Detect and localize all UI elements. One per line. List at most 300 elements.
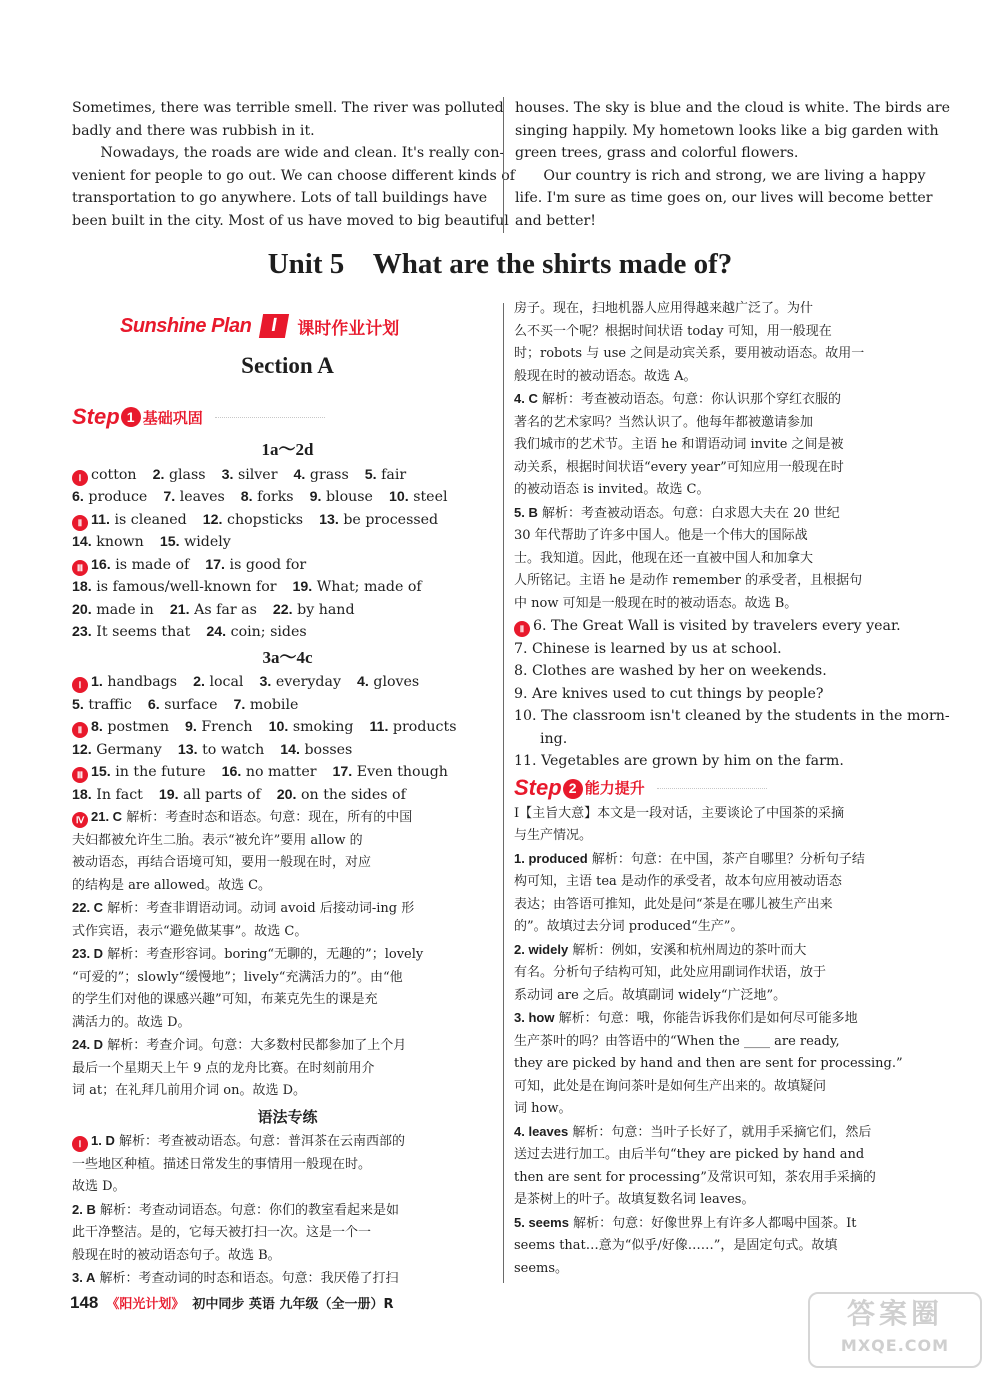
explanation-entry xyxy=(514,1007,936,1121)
answer-line xyxy=(72,599,503,622)
explanation-text: 词 how。 xyxy=(514,1101,572,1116)
answer-item xyxy=(203,512,303,528)
answer-text: no matter xyxy=(245,764,317,780)
answer-text: It seems that xyxy=(96,624,191,640)
explanation-text: 词 at；在礼拜几前用介词 on。故选 D。 xyxy=(72,1083,306,1098)
explanation-entry xyxy=(72,1199,503,1268)
item-number: 20. xyxy=(276,786,297,803)
explanation-text: 30 年代帮助了许多中国人。他是一个伟大的国际战 xyxy=(514,528,808,543)
explanation-entry xyxy=(514,939,936,1008)
explanation-text: 一些地区种植。描述日常发生的事情用一般现在时。 xyxy=(72,1156,372,1172)
explanation-text: 式作宾语，表示“避免做某事”。故选 C。 xyxy=(72,923,308,939)
answer-item xyxy=(389,489,448,505)
sunshine-plan-cn: 课时作业计划 xyxy=(297,318,400,339)
answer-text: mobile xyxy=(249,696,299,713)
explanation-line xyxy=(72,967,503,990)
rewrite-text: 6. The Great Wall is visited by travelers every year. xyxy=(533,618,901,634)
step-cn-label: 基础巩固 xyxy=(142,408,203,427)
continued-explanation xyxy=(514,298,936,388)
step-word: Step xyxy=(72,404,120,429)
explanation-text: 表达；由答语可推知，此处是问“茶是在哪儿被生产出来 xyxy=(514,896,833,912)
passage-line: life. I'm sure as time goes on, our lives will become better xyxy=(515,190,933,206)
intro-line: Ⅰ【主旨大意】本文是一段对话，主要谈论了中国茶的采摘 xyxy=(514,805,845,821)
explanation-line xyxy=(514,848,936,872)
item-number: 19. xyxy=(292,579,313,595)
passage-line: green trees, grass and colorful flowers. xyxy=(515,145,799,161)
explanation-entry xyxy=(514,388,936,502)
explanation-text: 的学生们对他的课感兴趣”可知，布莱克先生的课是充 xyxy=(72,992,378,1007)
item-number: 16. xyxy=(91,556,111,573)
grammar-answers-left xyxy=(72,1130,503,1291)
answer-item xyxy=(241,489,294,505)
step-number: 2 xyxy=(563,779,583,799)
answer-line xyxy=(72,621,503,644)
answer-text: glass xyxy=(168,466,206,483)
explanation-line xyxy=(72,830,503,853)
item-number: 4. leaves xyxy=(514,1123,569,1139)
answer-text: made in xyxy=(96,601,154,618)
roman-marker: Ⅰ xyxy=(72,677,88,693)
answer-item xyxy=(269,719,354,735)
explanation-text: 夫妇都被允许生二胎。表示“被允许”要用 allow 的 xyxy=(72,832,363,848)
explanation-text: 解析：考查形容词。boring“无聊的，无趣的”；lovely xyxy=(107,947,424,962)
rewrite-line xyxy=(514,638,936,661)
rewrite-line xyxy=(514,705,950,728)
answer-item xyxy=(277,787,406,803)
answer-text: by hand xyxy=(297,601,355,618)
answer-item xyxy=(170,602,257,618)
explanation-entry xyxy=(72,897,503,943)
explanation-line xyxy=(514,1258,936,1281)
answer-item xyxy=(365,467,406,483)
answer-item xyxy=(185,719,253,735)
answer-item xyxy=(293,579,422,595)
explanation-line xyxy=(72,875,503,898)
explanation-text: 解析：考查被动语态。句意：白求恩大夫在 20 世纪 xyxy=(541,505,840,521)
answer-text: handbags xyxy=(107,674,178,690)
explanation-text: 解析：考查动词语态。句意：你们的教室看起来是如 xyxy=(99,1202,399,1218)
item-number: 17. xyxy=(332,764,353,780)
explanation-text: 解析：句意：在中国，茶产自哪里？分析句子结 xyxy=(591,851,865,867)
item-number: 1. xyxy=(91,674,103,690)
explanation-line xyxy=(72,1245,503,1268)
item-number: 10. xyxy=(268,719,289,735)
sunshine-plan-banner xyxy=(120,313,399,339)
explanation-line xyxy=(72,921,503,944)
answer-item xyxy=(206,624,306,640)
passage-line: transportation to go anywhere. Lots of tall buildings have xyxy=(72,190,488,206)
item-number: 23. D xyxy=(72,946,104,961)
answer-item xyxy=(259,674,341,690)
explanation-text: 故选 D。 xyxy=(72,1179,126,1194)
explanation-line xyxy=(514,894,936,917)
answer-line xyxy=(72,554,503,577)
answer-text: local xyxy=(209,674,244,690)
answer-text: postmen xyxy=(107,719,169,735)
rewrite-line xyxy=(514,750,936,773)
answer-text: in the future xyxy=(115,764,206,780)
item-number: 14. xyxy=(280,741,300,758)
explanation-entry xyxy=(72,1034,503,1103)
part2-explanations xyxy=(72,806,503,1103)
explanation-line xyxy=(72,1034,503,1058)
step1-header xyxy=(72,403,325,431)
item-number: 1. produced xyxy=(514,850,588,866)
item-number: 15. xyxy=(91,764,111,780)
rewrite-text: 7. Chinese is learned by us at school. xyxy=(514,640,782,657)
step-dotted-line xyxy=(657,788,767,789)
item-number: 3. xyxy=(221,466,234,483)
explanation-line xyxy=(514,502,936,526)
explanation-line: 时；robots 与 use 之间是动宾关系，要用被动语态。故用一 xyxy=(514,346,865,361)
explanation-line xyxy=(514,1235,936,1258)
column-divider-main xyxy=(503,303,504,1283)
explanation-text: 送过去进行加工。由后半句“they are picked by hand and xyxy=(514,1147,865,1162)
book-title: 初中同步 英语 九年级（全一册）R xyxy=(192,1297,394,1312)
rewrite-line xyxy=(514,660,936,683)
answer-item xyxy=(319,512,438,528)
roman-marker: Ⅲ xyxy=(72,560,88,576)
explanation-text: 生产茶叶的吗？由答语中的“When the ____ are ready, xyxy=(514,1033,840,1049)
explanation-line xyxy=(514,1212,936,1236)
item-number: 13. xyxy=(177,741,198,758)
item-number: 24. D xyxy=(72,1037,104,1052)
brand-name: 《阳光计划》 xyxy=(106,1297,185,1312)
explanation-line xyxy=(514,1189,936,1212)
explanation-entry xyxy=(72,1267,503,1291)
item-number: 2. B xyxy=(72,1201,96,1217)
item-number: 9. xyxy=(184,719,197,735)
explanation-line xyxy=(72,1154,503,1177)
explanation-text: 最后一个星期天上午 9 点的龙舟比赛。在时刻前用介 xyxy=(72,1060,375,1076)
answer-line xyxy=(72,509,503,532)
item-number: 22. xyxy=(272,601,293,618)
answer-item xyxy=(72,602,154,618)
answer-item xyxy=(163,489,224,505)
answer-item xyxy=(72,697,132,713)
part1-answers xyxy=(72,464,503,644)
passage-line: badly and there was rubbish in it. xyxy=(72,122,315,139)
answer-line xyxy=(72,671,503,694)
item-number: 3. xyxy=(259,674,272,690)
answer-item xyxy=(72,534,144,550)
item-number: 13. xyxy=(319,511,339,528)
explanation-text: 的被动语态 is invited。故选 C。 xyxy=(514,482,710,497)
explanation-text: 人所铭记。主语 he 是动作 remember 的承受者，且根据句 xyxy=(514,573,863,588)
item-number: 5. xyxy=(72,696,84,713)
explanation-line xyxy=(72,1199,503,1223)
answer-text: leaves xyxy=(179,489,225,505)
explanation-line xyxy=(514,479,936,502)
answer-item xyxy=(333,764,448,780)
answer-line xyxy=(72,531,503,554)
explanation-text: 我们城市的艺术节。主语 he 和谓语动词 invite 之间是被 xyxy=(514,437,844,452)
answer-text: is good for xyxy=(229,556,307,573)
top-passage-left xyxy=(72,97,516,232)
explanation-text: 著名的艺术家吗？当然认识了。他每年都被邀请参加 xyxy=(514,414,814,430)
item-number: 9. xyxy=(309,489,322,505)
top-passage-right xyxy=(515,97,951,232)
answer-item xyxy=(72,787,143,803)
explanation-entry xyxy=(72,943,503,1034)
explanation-line xyxy=(72,1176,503,1199)
explanation-line xyxy=(514,1007,936,1031)
answer-item xyxy=(222,764,317,780)
answer-text: all parts of xyxy=(183,786,261,803)
answer-text: everyday xyxy=(275,674,341,690)
answer-line xyxy=(72,486,503,509)
column-divider-top xyxy=(503,97,504,233)
answer-line xyxy=(72,694,503,717)
explanation-entry xyxy=(72,1130,503,1199)
answer-text: traffic xyxy=(88,696,132,713)
explanation-line xyxy=(514,388,936,412)
item-number: 7. xyxy=(163,489,176,505)
explanation-text: 解析：句意：好像世界上有许多人都喝中国茶。It xyxy=(573,1215,857,1231)
explanation-text: 解析：考查介词。句意：大多数村民都参加了上个月 xyxy=(107,1038,407,1053)
passage-line: singing happily. My hometown looks like a big garden with xyxy=(515,122,939,139)
item-number: 2. widely xyxy=(514,941,569,957)
explanation-line xyxy=(514,1098,936,1121)
section-title: Section A xyxy=(241,353,334,378)
explanation-line: 房子。现在，扫地机器人应用得越来越广泛了。为什 xyxy=(514,301,814,316)
item-number: 5. seems xyxy=(514,1214,569,1230)
answer-text: French xyxy=(201,719,253,735)
explanation-text: 构可知，主语 tea 是动作的承受者，故本句应用被动语态 xyxy=(514,874,842,889)
explanation-line xyxy=(72,989,503,1012)
answer-text: grass xyxy=(309,466,349,483)
explanation-line xyxy=(72,1130,503,1154)
rewrite-line xyxy=(514,615,936,638)
item-number: 17. xyxy=(205,556,226,573)
item-number: 18. xyxy=(72,786,92,803)
explanation-text: 解析：句意：当叶子长好了，就用手采摘它们，然后 xyxy=(572,1124,872,1140)
explanation-text: 般现在时的被动语态句子。故选 B。 xyxy=(72,1247,281,1263)
explanation-line xyxy=(514,1144,936,1167)
right-answers-column xyxy=(514,298,950,1280)
heading-3a-4c: 3a～4c xyxy=(262,647,313,667)
answer-text: is famous/well-known for xyxy=(96,579,277,595)
explanation-line xyxy=(514,412,936,435)
answer-item xyxy=(72,489,147,505)
explanation-line xyxy=(514,434,936,457)
explanation-entry xyxy=(514,1212,936,1281)
step-cn-label: 能力提升 xyxy=(584,779,645,798)
answer-item xyxy=(159,787,261,803)
heading-1a-2d: 1a～2d xyxy=(261,440,314,459)
item-number: 18. xyxy=(72,579,92,595)
watermark xyxy=(808,1292,982,1368)
answer-text: Germany xyxy=(96,741,162,758)
answer-line xyxy=(72,716,503,739)
passage-line: Sometimes, there was terrible smell. The river was polluted xyxy=(72,100,504,116)
left-answers-column xyxy=(72,436,503,1291)
heading-grammar-practice: 语法专练 xyxy=(257,1107,318,1126)
answer-text: smoking xyxy=(292,719,354,735)
answer-text: Even though xyxy=(356,764,448,780)
explanation-text: 解析：例如，安溪和杭州周边的茶叶而大 xyxy=(572,942,807,958)
sunshine-plan-text: Sunshine Plan xyxy=(120,314,252,337)
passage-line: venient for people to go out. We can choose different kinds of xyxy=(72,167,516,184)
item-number: 15. xyxy=(159,534,180,550)
item-number: 16. xyxy=(221,764,242,780)
explanation-line xyxy=(72,897,503,921)
answer-text: coin; sides xyxy=(230,624,307,640)
answer-item xyxy=(91,557,189,573)
watermark-url: MXQE.COM xyxy=(840,1336,950,1355)
step2-answers xyxy=(514,803,936,1281)
answer-item xyxy=(72,742,162,758)
answer-text: be processed xyxy=(343,511,439,528)
explanation-text: seems。 xyxy=(514,1260,569,1276)
answer-text: forks xyxy=(257,489,294,505)
answer-text: silver xyxy=(237,466,278,483)
explanation-entry xyxy=(514,1121,936,1212)
step-number: 1 xyxy=(121,407,141,427)
explanation-text: 是茶树上的叶子。故填复数名词 leaves。 xyxy=(514,1192,755,1207)
explanation-line xyxy=(514,1121,936,1145)
item-number: 10. xyxy=(388,489,409,505)
explanation-line xyxy=(514,1076,936,1099)
explanation-line xyxy=(72,1080,503,1103)
step-dotted-line xyxy=(215,417,325,418)
explanation-text: 此干净整洁。是的，它每天被打扫一次。这是一个一 xyxy=(72,1225,372,1240)
answer-line xyxy=(72,464,503,487)
item-number: 21. xyxy=(169,601,190,618)
answer-item xyxy=(205,557,306,573)
explanation-text: 的”。故填过去分词 produced“生产”。 xyxy=(514,919,744,934)
explanation-line xyxy=(514,593,936,616)
answer-text: widely xyxy=(184,534,231,550)
answer-text: cotton xyxy=(91,466,137,483)
answer-line xyxy=(72,761,503,784)
page-footer xyxy=(70,1293,393,1313)
explanation-text: 解析：考查非谓语动词。动词 avoid 后接动词-ing 形 xyxy=(107,901,415,916)
sunshine-plan-numeral: I xyxy=(259,314,289,338)
roman-marker: Ⅰ xyxy=(72,470,88,486)
part2-answers xyxy=(72,671,503,806)
explanation-text: then are sent for processing”及常识可知，茶农用手采摘的 xyxy=(514,1169,876,1185)
page-number: 148 xyxy=(70,1293,99,1312)
answer-item xyxy=(72,579,277,595)
answer-item xyxy=(91,467,137,483)
explanation-text: 的结构是 are allowed。故选 C。 xyxy=(72,877,272,893)
item-number: 11. xyxy=(91,511,110,528)
item-number: 22. C xyxy=(72,900,104,915)
item-number: 2. xyxy=(152,466,165,483)
item-number: 20. xyxy=(72,601,92,618)
item-number: 21. C xyxy=(91,809,123,824)
answer-item xyxy=(222,467,278,483)
item-number: 12. xyxy=(72,741,92,758)
answer-line xyxy=(72,739,503,762)
answer-item xyxy=(178,742,264,758)
answer-text: What; made of xyxy=(316,579,422,595)
explanation-line xyxy=(514,570,936,593)
item-number: 6. xyxy=(72,489,84,505)
explanation-text: they are picked by hand and then are sent for processing.” xyxy=(514,1056,903,1071)
explanation-text: 有名。分析句子结构可知，此处应用副词作状语，放于 xyxy=(514,965,827,980)
answer-line xyxy=(72,784,503,807)
rewrite-text: ing. xyxy=(540,730,568,747)
answer-item xyxy=(294,467,349,483)
answer-item xyxy=(91,512,187,528)
answer-line xyxy=(72,576,503,599)
explanation-line xyxy=(514,962,936,985)
item-number: 1. D xyxy=(91,1133,115,1148)
rewrite-text: 10. The classroom isn't cleaned by the students in the morn- xyxy=(514,708,950,724)
answer-text: is cleaned xyxy=(114,511,187,528)
answer-text: to watch xyxy=(202,741,265,758)
explanation-text: 士。我知道。因此，他现在还一直被中国人和加拿大 xyxy=(514,550,814,566)
rewrite-line xyxy=(514,683,936,706)
answer-item xyxy=(72,624,190,640)
item-number: 14. xyxy=(72,534,92,550)
answer-item xyxy=(280,742,352,758)
explanation-line xyxy=(514,525,936,548)
roman-marker: Ⅱ xyxy=(72,515,88,531)
intro-line: 与生产情况。 xyxy=(514,828,593,843)
explanation-text: 动关系，根据时间状语“every year”可知应用一般现在时 xyxy=(514,459,844,475)
answer-text: As far as xyxy=(194,601,257,618)
answer-item xyxy=(273,602,355,618)
item-number: 6. xyxy=(147,696,160,713)
explanation-text: 解析：考查动词的时态和语态。句意：我厌倦了打扫 xyxy=(99,1271,399,1286)
answer-text: is made of xyxy=(115,556,190,573)
roman-marker: Ⅰ xyxy=(72,1136,88,1152)
passage-line: houses. The sky is blue and the cloud is white. The birds are xyxy=(515,100,951,116)
explanation-text: 解析：考查时态和语态。句意：现在，所有的中国 xyxy=(126,810,413,825)
grammar-answers-right xyxy=(514,388,936,615)
item-number: 24. xyxy=(206,624,227,640)
explanation-line xyxy=(72,943,503,967)
item-number: 23. xyxy=(72,624,92,640)
item-number: 19. xyxy=(158,786,179,803)
answer-item xyxy=(160,534,231,550)
explanation-line xyxy=(72,852,503,875)
answer-text: surface xyxy=(164,696,218,713)
step2-intro xyxy=(514,803,936,848)
explanation-line xyxy=(514,916,936,939)
answer-text: In fact xyxy=(96,786,143,803)
explanation-line: 么不买一个呢？根据时间状语 today 可知，用一般现在 xyxy=(514,323,832,339)
explanation-text: 解析：考查被动语态。句意：你认识那个穿红衣服的 xyxy=(541,392,841,407)
answer-item xyxy=(369,719,456,735)
explanation-line xyxy=(514,1053,936,1076)
explanation-line xyxy=(514,457,936,480)
item-number: 11. xyxy=(369,719,389,735)
item-number: 4. xyxy=(293,466,306,483)
answer-text: produce xyxy=(88,489,148,505)
explanation-line xyxy=(72,806,503,830)
answer-item xyxy=(357,674,419,690)
answer-item xyxy=(91,674,177,690)
explanation-text: 可知，此处是在询问茶叶是如何生产出来的。故填疑问 xyxy=(514,1078,827,1094)
rewrite-line xyxy=(514,728,936,751)
passage-line: been built in the city. Most of us have moved to big beautiful xyxy=(72,212,509,229)
item-number: 7. xyxy=(233,696,246,713)
watermark-cn: 答案圈 xyxy=(846,1297,943,1330)
answer-item xyxy=(234,697,299,713)
explanation-line xyxy=(514,1167,936,1190)
item-number: 3. how xyxy=(514,1010,555,1025)
explanation-line xyxy=(72,1012,503,1035)
passage-line: Nowadays, the roads are wide and clean. It's really con- xyxy=(100,145,505,161)
explanation-line xyxy=(514,548,936,571)
explanation-line xyxy=(72,1267,503,1291)
passage-line: Our country is rich and strong, we are living a happy xyxy=(543,167,926,184)
explanation-text: 系动词 are 之后。故填副词 widely“广泛地”。 xyxy=(514,987,787,1003)
